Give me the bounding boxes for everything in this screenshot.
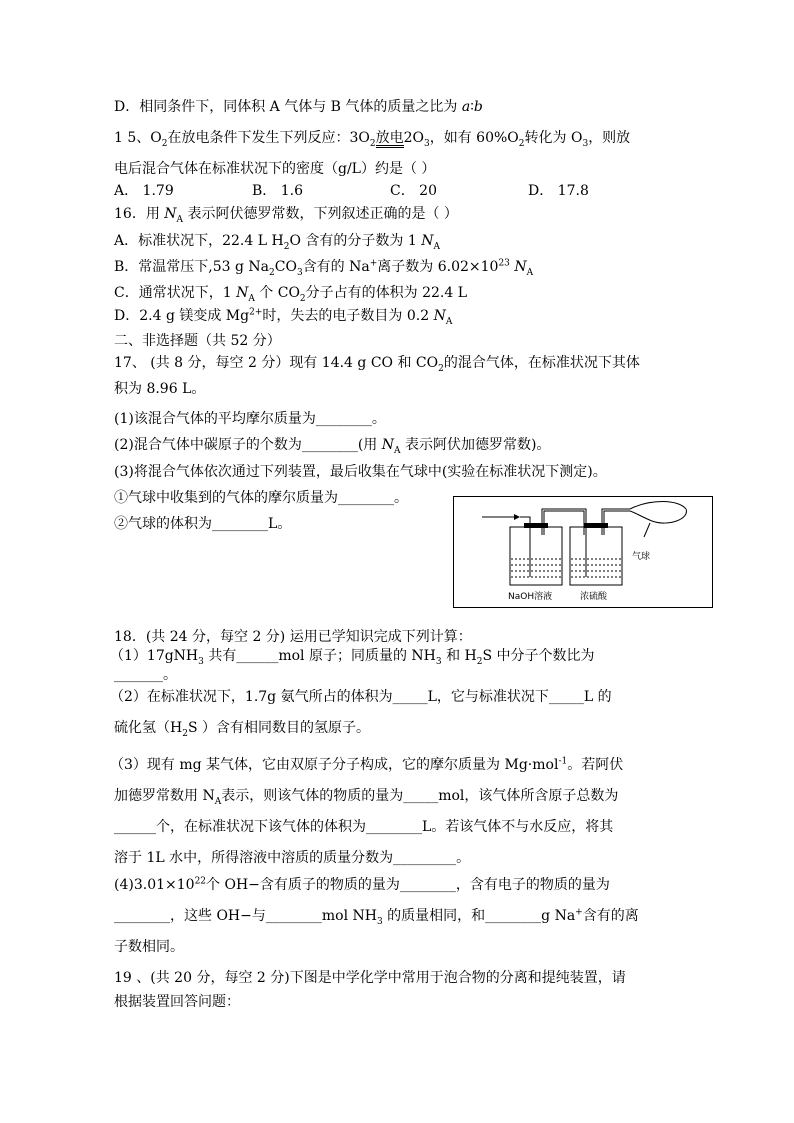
q15-option-d: D． 17.8	[528, 183, 589, 199]
gas-washing-apparatus-figure	[453, 496, 713, 608]
q16-option-b: B．常温常压下,53 g $Na_2CO_3$含有的 Na+离子数为 $6.02\times 10^{23}$ $N_A$	[114, 258, 534, 278]
q15-line2: 电后混合气体在标准状况下的密度（g/L）约是（ ）	[114, 161, 436, 177]
q19-line1: 19 、(共 20 分，每空 2 分)下图是中学化学中常用于泡合物的分离和提纯装置，请	[114, 970, 626, 986]
q18-sub3-line3: ______个，在标准状况下该气体的体积为________L。若该气体不与水反应，将其	[114, 819, 614, 835]
q18-sub4-line3: 子数相同。	[114, 939, 184, 955]
q16-stem: 16．用 $N_A$ 表示阿伏德罗常数，下列叙述正确的是（ ）	[114, 206, 458, 225]
q17-sub3a: ①气球中收集到的气体的摩尔质量为________。	[114, 490, 408, 506]
q18-sub3-line1: （3）现有 mg 某气体，它由双原子分子构成，它的摩尔质量为 Mg·mol$^{-1}$。若阿伏	[110, 756, 624, 773]
sulfuric-acid-bottle-label: 浓硫酸	[580, 592, 608, 602]
q17-sub2: (2)混合气体中碳原子的个数为________(用 $N_A$ 表示阿伏加德罗常数)。	[114, 437, 551, 456]
q18-sub2-line2: 硫化氢（$H_2S$ ）含有相同数目的氢原子。	[114, 720, 370, 739]
q18-sub4-line1: $(4)3.01\times 10^{22}$个 OH−含有质子的物质的量为________，含有电子的物质的量为	[114, 876, 610, 893]
balloon-label: 气球	[632, 552, 651, 562]
q18-sub1-line2: _______。	[114, 667, 177, 683]
section-heading: 二、非选择题（共 52 分）	[114, 333, 281, 349]
q18-sub3-line4: 溶于 1L 水中，所得溶液中溶质的质量分数为_________。	[114, 850, 471, 866]
q15-option-a: A． 1.79	[114, 183, 174, 199]
q19-line2: 根据装置回答问题：	[114, 994, 240, 1010]
q17-sub1: (1)该混合气体的平均摩尔质量为________。	[114, 411, 386, 427]
option-d-line: D．相同条件下，同体积 A 气体与 B 气体的质量之比为 a∶b	[114, 99, 483, 115]
naoh-bottle-label: NaOH溶液	[508, 592, 553, 602]
q18-sub2-line1: （2）在标准状况下，1.7g 氨气所占的体积为_____L，它与标准状况下_____L 的	[110, 689, 612, 705]
q17-line1: 17、 (共 8 分，每空 2 分）现有 14.4 g CO 和 $CO_2$的混合气体，在标准状况下其体	[114, 355, 640, 374]
q18-title: 18．(共 24 分，每空 2 分) 运用已学知识完成下列计算：	[114, 629, 472, 645]
q18-sub4-line2: ________，这些 OH−与________mol $NH_3$ 的质量相同，和________g Na+含有的离	[114, 907, 639, 927]
q16-option-d: D．2.4 g 镁变成 $Mg^{2+}$时，失去的电子数目为 0.2 $N_A$	[114, 307, 453, 327]
q17-sub3b: ②气球的体积为________L。	[114, 516, 292, 532]
q18-sub3-line2: 加德罗常数用 $N_A$表示，则该气体的物质的量为_____mol，该气体所含原子总数为	[114, 788, 619, 807]
q17-line2: 积为 8.96 L。	[114, 381, 206, 397]
reaction-arrow-label: 放电	[375, 130, 404, 146]
q16-option-a: A．标准状况下，22.4 L $H_2O$ 含有的分子数为 1 $N_A$	[114, 233, 440, 252]
q17-sub3: (3)将混合气体依次通过下列装置，最后收集在气球中(实验在标准状况下测定)。	[114, 464, 607, 480]
q16-option-c: C．通常状况下，1 $N_A$ 个 $CO_2$分子占有的体积为 22.4 L	[114, 285, 468, 304]
q15-line1: 1 5、$O_2$在放电条件下发生下列反应：$3O_2$放电$2O_3$，如有 $60\%O_2$转化为 $O_3$，则放	[114, 130, 631, 149]
q15-option-b: B． 1.6	[252, 183, 304, 199]
q18-sub1-line1: （1）17gNH$_3$ 共有______mol 原子；同质量的 $NH_3$ 和 $H_2S$ 中分子个数比为	[110, 648, 595, 667]
q15-option-c: C． 20	[390, 183, 437, 199]
